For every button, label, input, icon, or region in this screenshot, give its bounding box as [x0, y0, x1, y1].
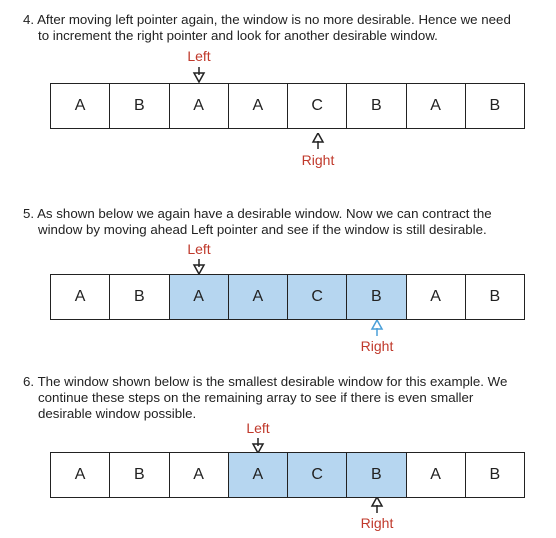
array-cell-highlighted: A	[229, 453, 288, 497]
array-cell: B	[110, 453, 169, 497]
array-cell: A	[51, 275, 110, 319]
step-4-left-arrow-icon	[192, 67, 206, 83]
step-6-line-1: The window shown below is the smallest desirable window for this example. We	[37, 374, 508, 389]
step-6-text	[23, 374, 523, 422]
step-4-right-label: Right	[301, 152, 335, 168]
array-cell: A	[170, 84, 229, 128]
step-5-line-1: As shown below we again have a desirable window. Now we can contract the	[37, 206, 492, 221]
step-4-array	[50, 83, 525, 129]
step-4-line-1: After moving left pointer again, the window is no more desirable. Hence we need	[37, 12, 511, 27]
array-cell: C	[288, 84, 347, 128]
array-cell: A	[407, 453, 466, 497]
array-cell: B	[466, 275, 524, 319]
step-5-left-arrow-icon	[192, 259, 206, 275]
step-6-right-label: Right	[360, 515, 394, 531]
array-cell: A	[407, 84, 466, 128]
step-6-left-label: Left	[246, 420, 270, 436]
array-cell: B	[466, 84, 524, 128]
array-cell-highlighted: B	[347, 453, 406, 497]
array-cell: B	[110, 84, 169, 128]
step-4-right-arrow-icon	[311, 133, 325, 149]
array-cell-highlighted: C	[288, 453, 347, 497]
step-6-number: 6.	[23, 374, 35, 389]
step-6-line-2: continue these steps on the remaining array to see if there is even smaller	[38, 390, 474, 405]
array-cell: A	[407, 275, 466, 319]
step-4-left-label: Left	[187, 48, 211, 64]
step-6-right-arrow-icon	[370, 497, 384, 513]
step-4-text	[23, 12, 523, 44]
step-4-line-2: to increment the right pointer and look for another desirable window.	[38, 28, 438, 43]
array-cell-highlighted: A	[229, 275, 288, 319]
array-cell: A	[51, 453, 110, 497]
step-5-right-label: Right	[360, 338, 394, 354]
step-5-text	[23, 206, 523, 238]
step-6-array	[50, 452, 525, 498]
step-5-left-label: Left	[187, 241, 211, 257]
array-cell-highlighted: C	[288, 275, 347, 319]
array-cell-highlighted: A	[170, 275, 229, 319]
step-5-line-2: window by moving ahead Left pointer and see if the window is still desirable.	[38, 222, 487, 237]
array-cell: B	[466, 453, 524, 497]
array-cell: A	[51, 84, 110, 128]
step-5-array	[50, 274, 525, 320]
step-4-number: 4.	[23, 12, 35, 27]
step-5-number: 5.	[23, 206, 35, 221]
array-cell: B	[347, 84, 406, 128]
array-cell: B	[110, 275, 169, 319]
step-6-line-3: desirable window possible.	[38, 406, 197, 421]
array-cell: A	[170, 453, 229, 497]
array-cell-highlighted: B	[347, 275, 406, 319]
step-5-right-arrow-icon	[370, 320, 384, 336]
array-cell: A	[229, 84, 288, 128]
